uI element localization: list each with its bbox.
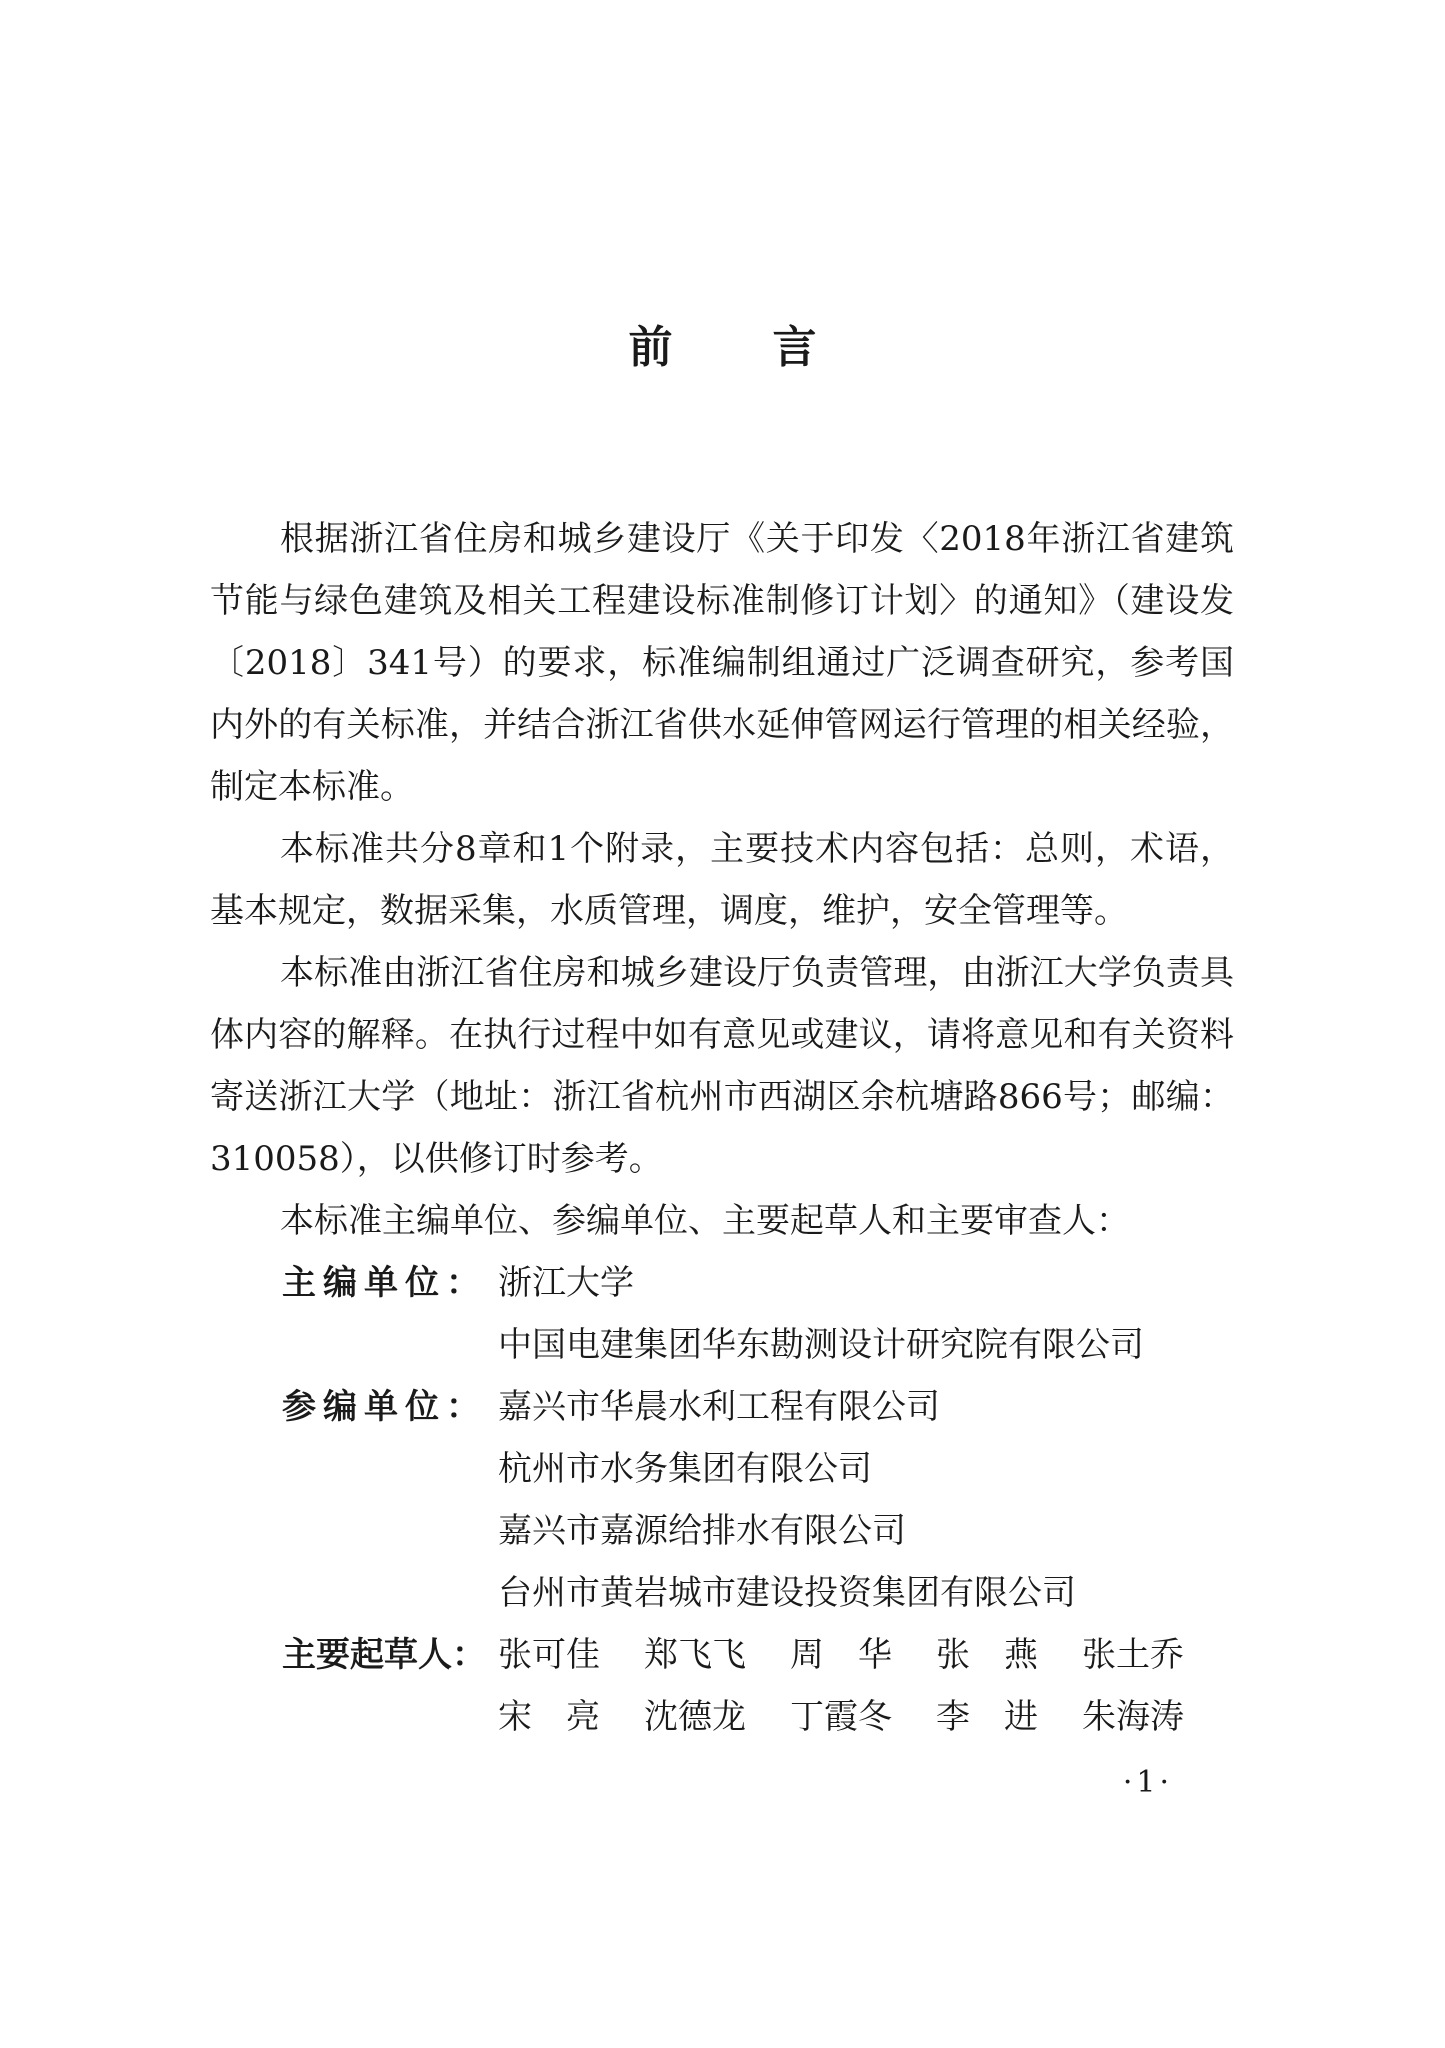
preface-body: [210, 508, 1234, 1748]
drafter-name: 张可佳: [498, 1635, 600, 1675]
drafter-row: [210, 1686, 1234, 1748]
drafter-row: [210, 1624, 1234, 1686]
drafter-name: 沈德龙: [644, 1697, 746, 1737]
page-number: ·1·: [1122, 1765, 1173, 1800]
chief-unit: 中国电建集团华东勘测设计研究院有限公司: [498, 1325, 1144, 1365]
drafter-name: 周 华: [790, 1635, 892, 1675]
drafter-names: [498, 1686, 1228, 1748]
drafter-name: 朱海涛: [1082, 1697, 1184, 1737]
participating-unit-row: [210, 1500, 1234, 1562]
participating-unit-row: [210, 1438, 1234, 1500]
drafter-name: 张 燕: [936, 1635, 1038, 1675]
drafters-label: 主要起草人：: [282, 1635, 486, 1675]
drafter-name: 张土乔: [1082, 1635, 1184, 1675]
paragraph-management: 本标准由浙江省住房和城乡建设厅负责管理，由浙江大学负责具体内容的解释。在执行过程中如有意见或建议，请将意见和有关资料寄送浙江大学（地址：浙江省杭州市西湖区余杭塘路866号；邮编：310058），以供修订时参考。: [210, 953, 1234, 1179]
chief-units-label: 主编单位：: [282, 1263, 487, 1303]
drafter-names: [498, 1624, 1228, 1686]
chief-unit: 浙江大学: [498, 1263, 634, 1303]
participating-unit: 嘉兴市华晨水利工程有限公司: [498, 1387, 940, 1427]
participating-unit: 杭州市水务集团有限公司: [498, 1449, 872, 1489]
participating-unit: 台州市黄岩城市建设投资集团有限公司: [498, 1573, 1076, 1613]
drafter-name: 郑飞飞: [644, 1635, 746, 1675]
drafter-name: 丁霞冬: [790, 1697, 892, 1737]
chief-unit-row: [210, 1252, 1234, 1314]
participating-unit-row: [210, 1562, 1234, 1624]
participating-unit: 嘉兴市嘉源给排水有限公司: [498, 1511, 906, 1551]
paragraph-basis: 根据浙江省住房和城乡建设厅《关于印发〈2018年浙江省建筑节能与绿色建筑及相关工程建设标准制修订计划〉的通知》（建设发〔2018〕341号）的要求，标准编制组通过广泛调查研究，参考国内外的有关标准，并结合浙江省供水延伸管网运行管理的相关经验，制定本标准。: [210, 519, 1234, 807]
drafter-name: 宋 亮: [498, 1697, 600, 1737]
paragraph-contents: 本标准共分8章和1个附录，主要技术内容包括：总则，术语，基本规定，数据采集，水质管理，调度，维护，安全管理等。: [210, 829, 1234, 931]
participating-units-label: 参编单位：: [282, 1387, 487, 1427]
paragraph-units-intro: 本标准主编单位、参编单位、主要起草人和主要审查人：: [280, 1201, 1130, 1241]
page-title: 前言: [628, 322, 917, 373]
chief-unit-row: [210, 1314, 1234, 1376]
drafter-name: 李 进: [936, 1697, 1038, 1737]
participating-unit-row: [210, 1376, 1234, 1438]
